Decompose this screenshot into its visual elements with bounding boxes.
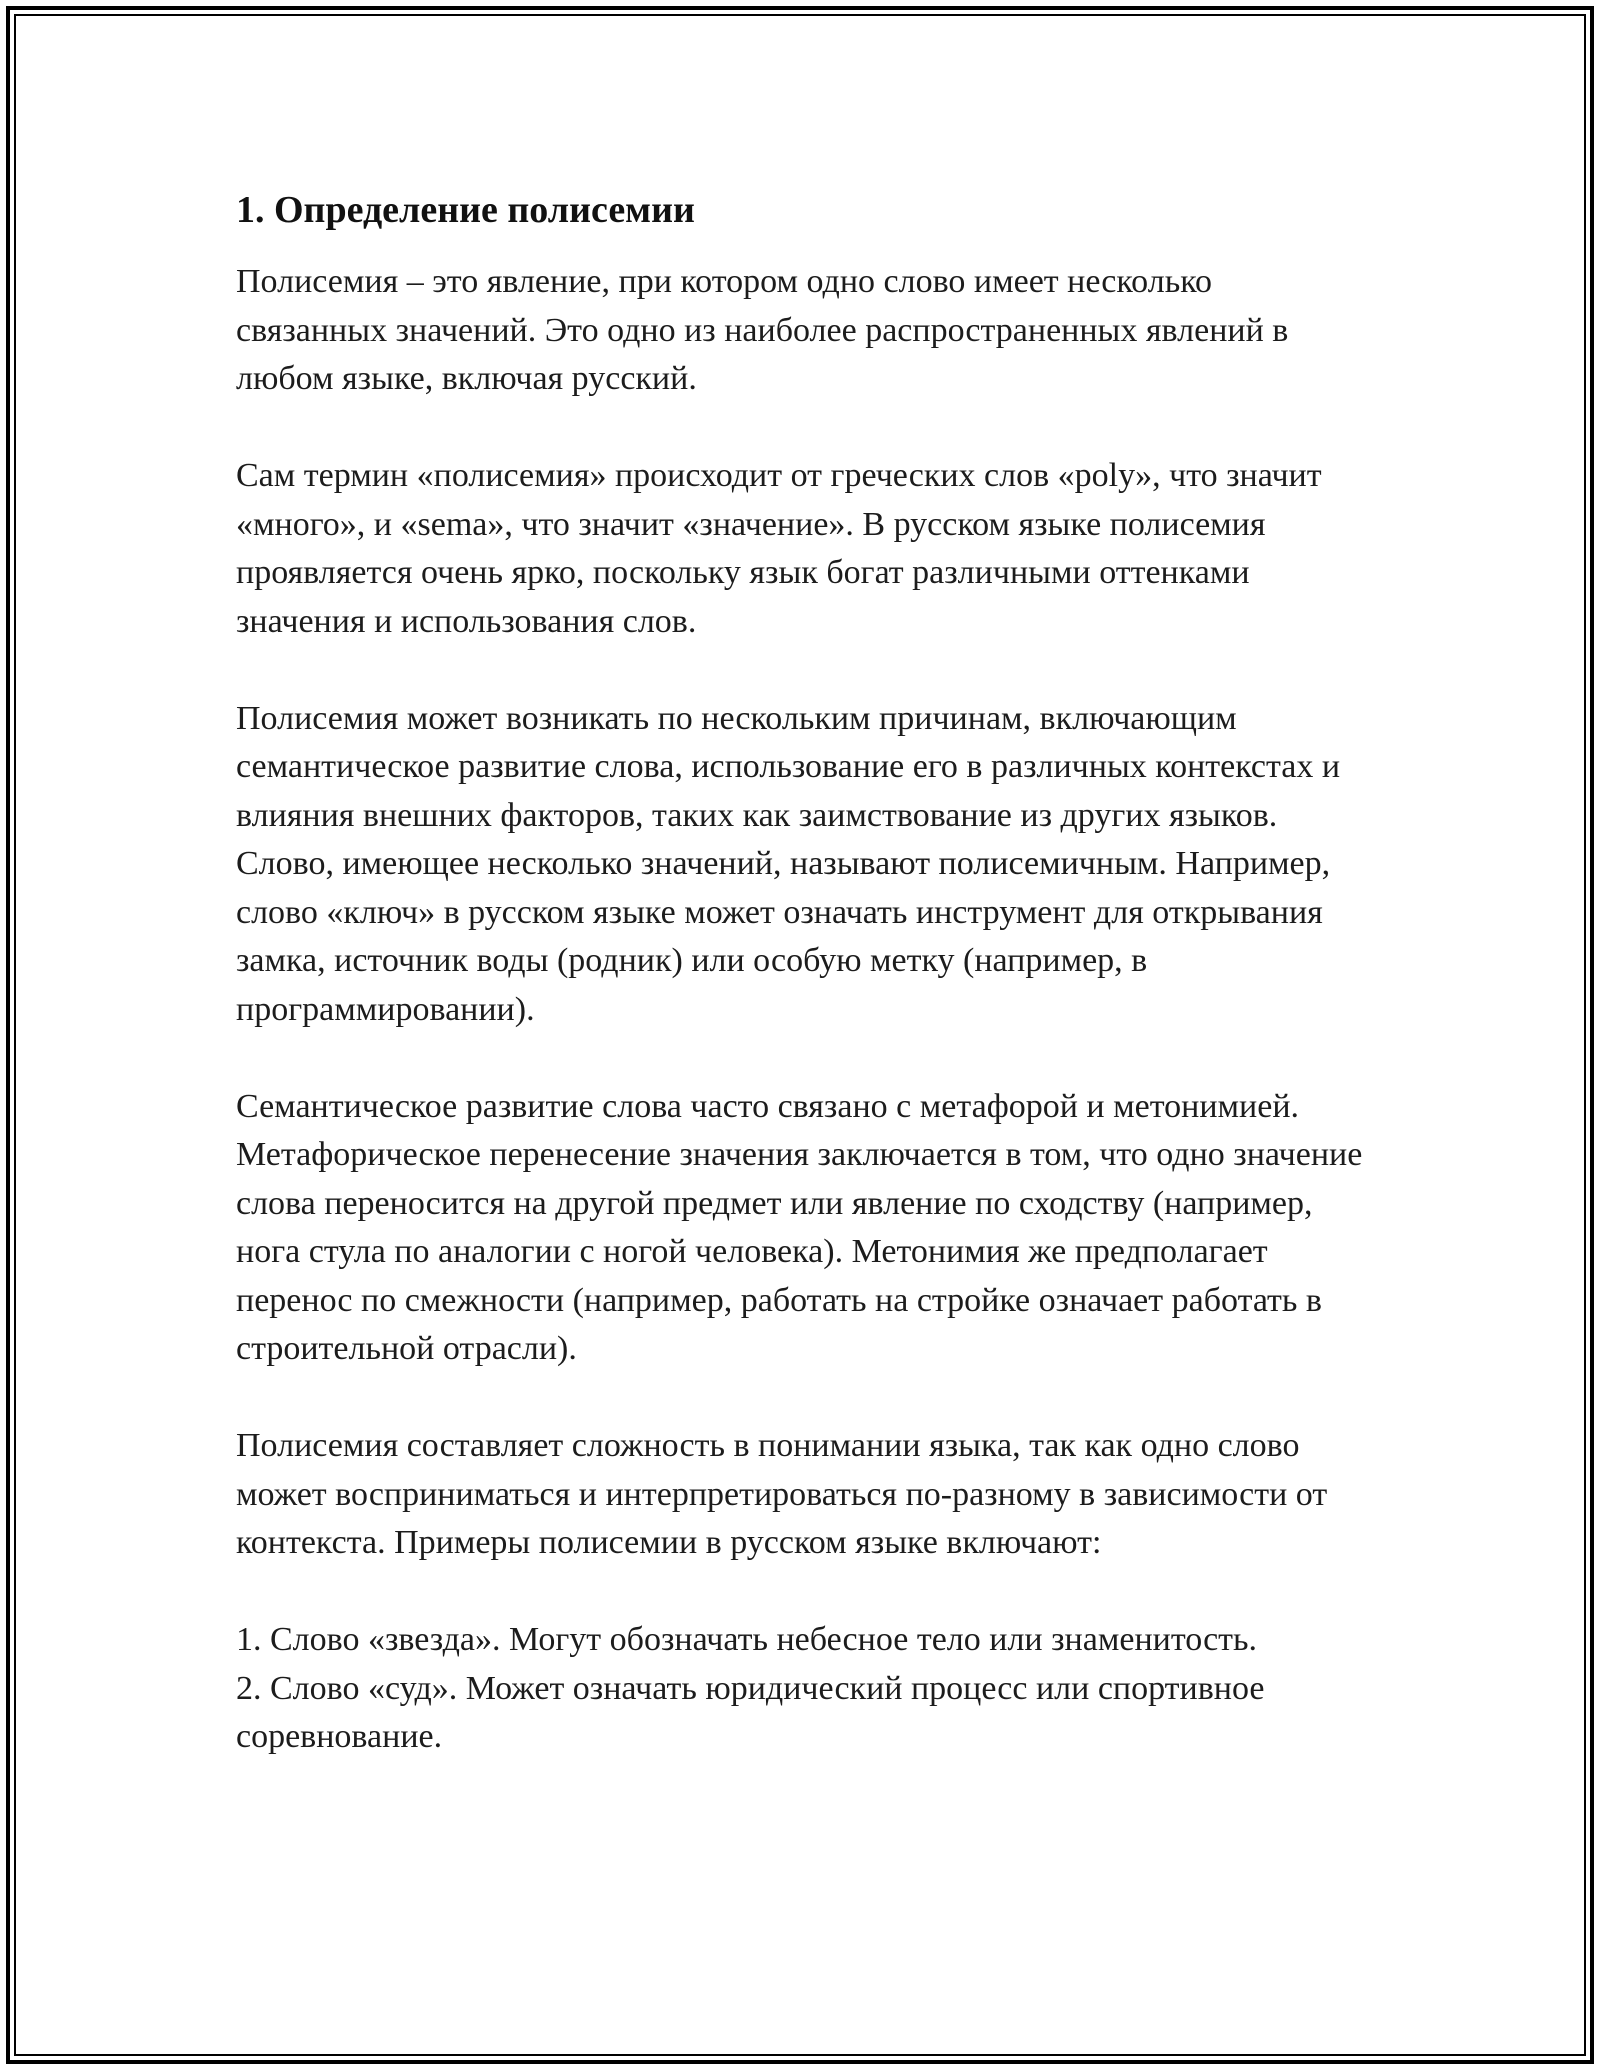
- paragraph-definition: Полисемия – это явление, при котором одно слово имеет несколько связанных значений. Это одно из наиболее распространенных явлений в любом языке, включая русский.: [236, 263, 1289, 397]
- list-item: 1. Слово «звезда». Могут обозначать небесное тело или знаменитость.: [236, 1621, 1258, 1658]
- document-body: [236, 186, 1366, 1762]
- paragraph-examples-intro: Полисемия составляет сложность в понимании языка, так как одно слово может восприниматься и интерпретироваться по-разному в зависимости от контекста. Примеры полисемии в русском языке включают:: [236, 1427, 1328, 1561]
- section-heading: 1. Определение полисемии: [236, 189, 695, 231]
- paragraph-causes: Полисемия может возникать по нескольким причинам, включающим семантическое развитие слова, использование его в различных контекстах и влияния внешних факторов, таких как заимствование из других языков. Слово, имеющее несколько значений, называют полисемичным. Например, слово «ключ» в русском языке может означать инструмент для открывания замка, источник воды (родник) или особую метку (например, в программировании).: [236, 699, 1341, 1028]
- paragraph-metaphor-metonymy: Семантическое развитие слова часто связано с метафорой и метонимией. Метафорическое перенесение значения заключается в том, что одно значение слова переносится на другой предмет или явление по сходству (например, нога стула по аналогии с ногой человека). Метонимия же предполагает перенос по смежности (например, работать на стройке означает работать в строительной отрасли).: [236, 1087, 1363, 1367]
- paragraph-etymology: Сам термин «полисемия» происходит от греческих слов «poly», что значит «много», и «sema», что значит «значение». В русском языке полисемия проявляется очень ярко, поскольку язык богат различными оттенками значения и использования слов.: [236, 457, 1322, 640]
- list-item: 2. Слово «суд». Может означать юридический процесс или спортивное соревнование.: [236, 1669, 1265, 1755]
- examples-list: [236, 1616, 1366, 1762]
